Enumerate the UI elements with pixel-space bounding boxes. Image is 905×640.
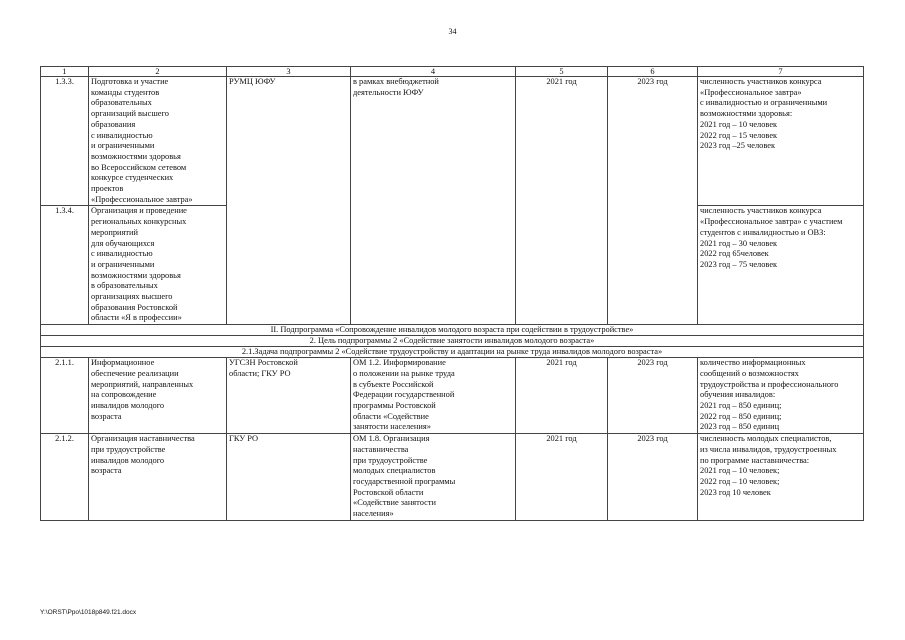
item-name: Подготовка и участие команды студентов образовательных организаций высшего образования с инвалидностью и ограниченными возможностями здоровья во Всероссийском сетевом конкурсе студенческих проектов «Профессиональное завтра»	[89, 77, 227, 206]
section-task-title: 2.1.Задача подпрограммы 2 «Содействие трудоустройству и адаптации на рынке труда инвалидов молодого возраста»	[41, 347, 864, 358]
item-result: численность молодых специалистов, из числа инвалидов, трудоустроенных по программе наставничества: 2021 год – 10 человек; 2022 год – 10 человек; 2023 год 10 человек	[698, 434, 864, 521]
item-funding-source: ОМ 1.2. Информирование о положении на рынке труда в субъекте Российской Федерации государственной программы Ростовской области «Содействие занятости населения»	[351, 358, 516, 434]
column-number: 7	[698, 67, 864, 77]
item-result: численность участников конкурса «Профессиональное завтра» с участием студентов с инвалидностью и ОВЗ: 2021 год – 30 человек 2022 год 65человек 2023 год – 75 человек	[698, 206, 864, 325]
item-executor: УГСЗН Ростовской области; ГКУ РО	[227, 358, 351, 434]
column-number: 1	[41, 67, 89, 77]
column-number: 3	[227, 67, 351, 77]
item-start-year: 2021 год	[516, 434, 608, 521]
section-task-row	[41, 347, 864, 358]
section-goal-row	[41, 336, 864, 347]
column-number: 4	[351, 67, 516, 77]
column-number-row	[41, 67, 864, 77]
column-number: 2	[89, 67, 227, 77]
section-goal-title: 2. Цель подпрограммы 2 «Содействие занятости инвалидов молодого возраста»	[41, 336, 864, 347]
page-number: 34	[448, 27, 457, 36]
item-start-year: 2021 год	[516, 77, 608, 325]
item-executor: ГКУ РО	[227, 434, 351, 521]
item-result: количество информационных сообщений о возможностях трудоустройства и профессионального обучения инвалидов: 2021 год – 850 единиц; 2022 год – 850 единиц; 2023 год – 850 единиц	[698, 358, 864, 434]
section-subprogram-row	[41, 325, 864, 336]
item-end-year: 2023 год	[608, 358, 698, 434]
item-number: 2.1.2.	[41, 434, 89, 521]
item-funding-source: в рамках внебюджетной деятельности ЮФУ	[351, 77, 516, 325]
item-result: численность участников конкурса «Профессиональное завтра» с инвалидностью и ограниченными возможностями здоровья: 2021 год – 10 человек 2022 год – 15 человек 2023 год –25 человек	[698, 77, 864, 206]
table-row	[41, 358, 864, 434]
item-end-year: 2023 год	[608, 77, 698, 325]
item-name: Организация и проведение региональных конкурсных мероприятий для обучающихся с инвалидностью и ограниченными возможностями здоровья в образовательных организациях высшего образования Ростовской области «Я в профессии»	[89, 206, 227, 325]
item-executor: РУМЦ ЮФУ	[227, 77, 351, 325]
column-number: 6	[608, 67, 698, 77]
column-number: 5	[516, 67, 608, 77]
item-start-year: 2021 год	[516, 358, 608, 434]
program-activities-table	[40, 66, 864, 521]
table-row	[41, 77, 864, 206]
document-file-path: Y:\ORST\Ppo\1018p849.f21.docx	[40, 609, 137, 616]
item-name: Организация наставничества при трудоустройстве инвалидов молодого возраста	[89, 434, 227, 521]
item-funding-source: ОМ 1.8. Организация наставничества при трудоустройстве молодых специалистов государственной программы Ростовской области «Содействие занятости населения»	[351, 434, 516, 521]
table-row	[41, 434, 864, 521]
item-number: 2.1.1.	[41, 358, 89, 434]
item-name: Информационное обеспечение реализации мероприятий, направленных на сопровождение инвалидов молодого возраста	[89, 358, 227, 434]
section-subprogram-title: II. Подпрограмма «Сопровождение инвалидов молодого возраста при содействии в трудоустройстве»	[41, 325, 864, 336]
item-end-year: 2023 год	[608, 434, 698, 521]
item-number: 1.3.4.	[41, 206, 89, 325]
item-number: 1.3.3.	[41, 77, 89, 206]
